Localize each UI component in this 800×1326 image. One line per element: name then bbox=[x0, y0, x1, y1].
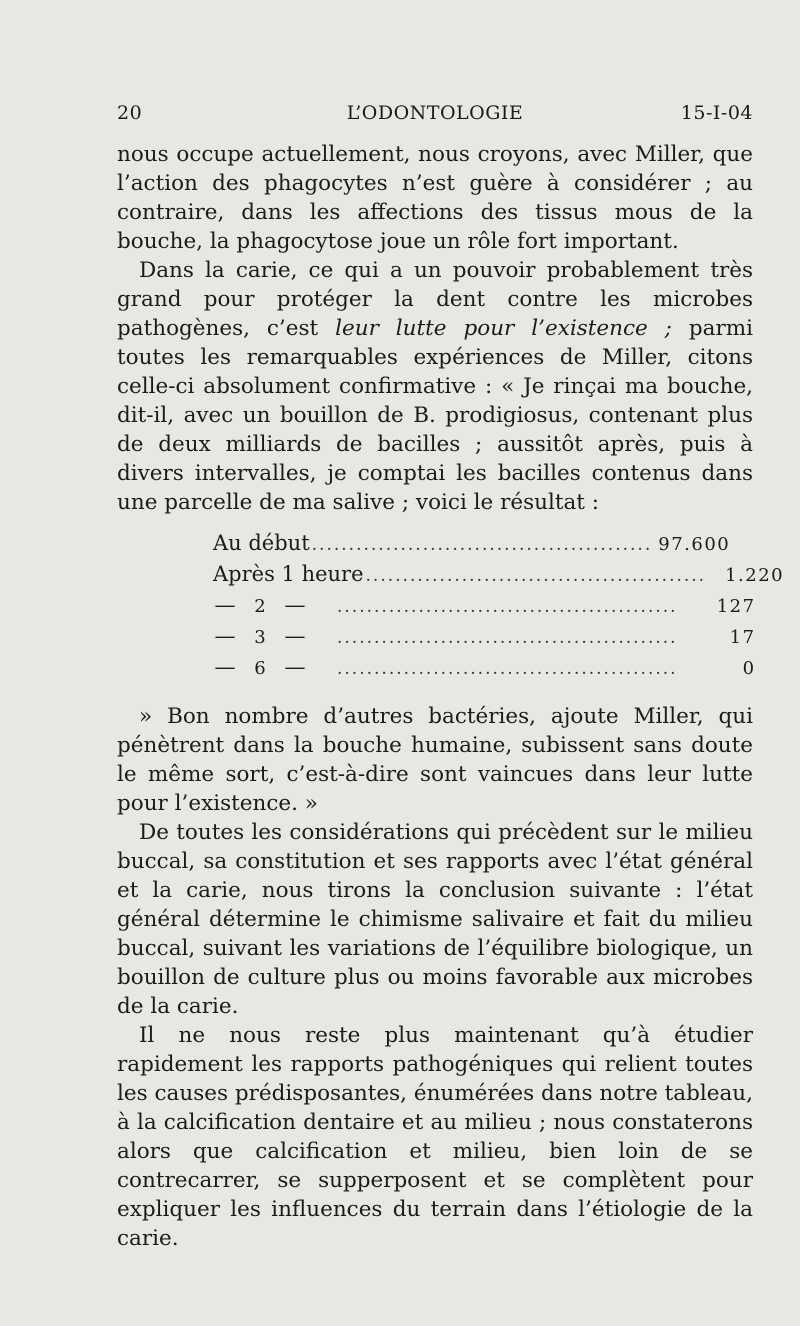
hour-number: 3 bbox=[254, 627, 266, 648]
paragraph-2-start: Dans la carie, ce qui a un pouvoir probablement très grand pour protéger la dent contre les microbes pathogènes, c’est bbox=[117, 258, 753, 341]
table-row bbox=[213, 531, 731, 562]
leader-dots: .............................................. bbox=[337, 628, 678, 648]
book-page bbox=[117, 100, 785, 1253]
row-label bbox=[213, 624, 307, 648]
paragraph-5: Il ne nous reste plus maintenant qu’à étudier rapidement les rapports pathogéniques qui relient toutes les causes prédisposantes, énumérées dans notre tableau, à la calcification dentaire et au milieu ; nous constaterons alors que calcification et milieu, bien loin de se contrecarrer, se supperposent et se complètent pour expliquer les influences du terrain dans l’étiologie de la carie. bbox=[117, 1023, 753, 1251]
leader-dots: .............................................. bbox=[311, 535, 653, 555]
ditto-dash: — bbox=[284, 655, 306, 679]
leader-dots: .............................................. bbox=[337, 597, 678, 617]
row-label bbox=[213, 593, 307, 617]
table-row bbox=[213, 562, 785, 593]
paragraph-4: De toutes les considérations qui précèdent sur le milieu buccal, sa constitution et ses rapports avec l’état général et la carie, nous tirons la conclusion suivante : l’état général détermine le chimisme salivaire et fait du milieu buccal, suivant les variations de l’équilibre biologique, un bouillon de culture plus ou moins favorable aux microbes de la carie. bbox=[117, 820, 753, 1019]
page-number: 20 bbox=[117, 102, 143, 124]
row-value: 97.600 bbox=[658, 534, 731, 555]
bacteria-count-table bbox=[213, 531, 785, 686]
ditto-dash: — bbox=[214, 624, 236, 648]
row-value: 1.220 bbox=[725, 565, 785, 586]
running-header bbox=[117, 100, 753, 130]
table-row bbox=[213, 593, 756, 624]
row-value: 17 bbox=[729, 627, 756, 648]
paragraph-3: » Bon nombre d’autres bactéries, ajoute Miller, qui pénètrent dans la bouche humaine, subissent sans doute le même sort, c’est-à-dire sont vaincues dans leur lutte pour l’existence. » bbox=[117, 704, 753, 816]
row-label bbox=[213, 655, 307, 679]
row-value: 127 bbox=[716, 596, 756, 617]
paragraph-1: nous occupe actuellement, nous croyons, avec Miller, que l’action des phagocytes n’est guère à considérer ; au contraire, dans les affections des tissus mous de la bouche, la phagocytose joue un rôle fort important. bbox=[117, 142, 753, 254]
running-title: L’ODONTOLOGIE bbox=[346, 102, 524, 124]
paragraph-2-italic: leur lutte pour l’existence ; bbox=[335, 316, 672, 341]
ditto-dash: — bbox=[284, 624, 306, 648]
ditto-dash: — bbox=[284, 593, 306, 617]
leader-dots: .............................................. bbox=[337, 659, 678, 679]
ditto-dash: — bbox=[214, 655, 236, 679]
row-value: 0 bbox=[742, 658, 756, 679]
table-row bbox=[213, 624, 756, 655]
issue-date: 15-I-04 bbox=[680, 102, 753, 124]
table-row bbox=[213, 655, 756, 686]
paragraph-2-end: parmi toutes les remarquables expériences de Miller, citons celle-ci absolument confirmative : « Je rinçai ma bouche, dit-il, avec un bouillon de B. prodigiosus, contenant plus de deux milliards de bacilles ; aussitôt après, puis à divers intervalles, je comptai les bacilles contenus dans une parcelle de ma salive ; voici le résultat : bbox=[117, 316, 753, 515]
row-label: Au début bbox=[213, 531, 310, 555]
hour-number: 6 bbox=[254, 658, 266, 679]
paragraph-2 bbox=[117, 256, 753, 517]
ditto-dash: — bbox=[214, 593, 236, 617]
leader-dots: .............................................. bbox=[365, 566, 707, 586]
hour-number: 2 bbox=[254, 596, 266, 617]
row-label: Après 1 heure bbox=[213, 562, 364, 586]
